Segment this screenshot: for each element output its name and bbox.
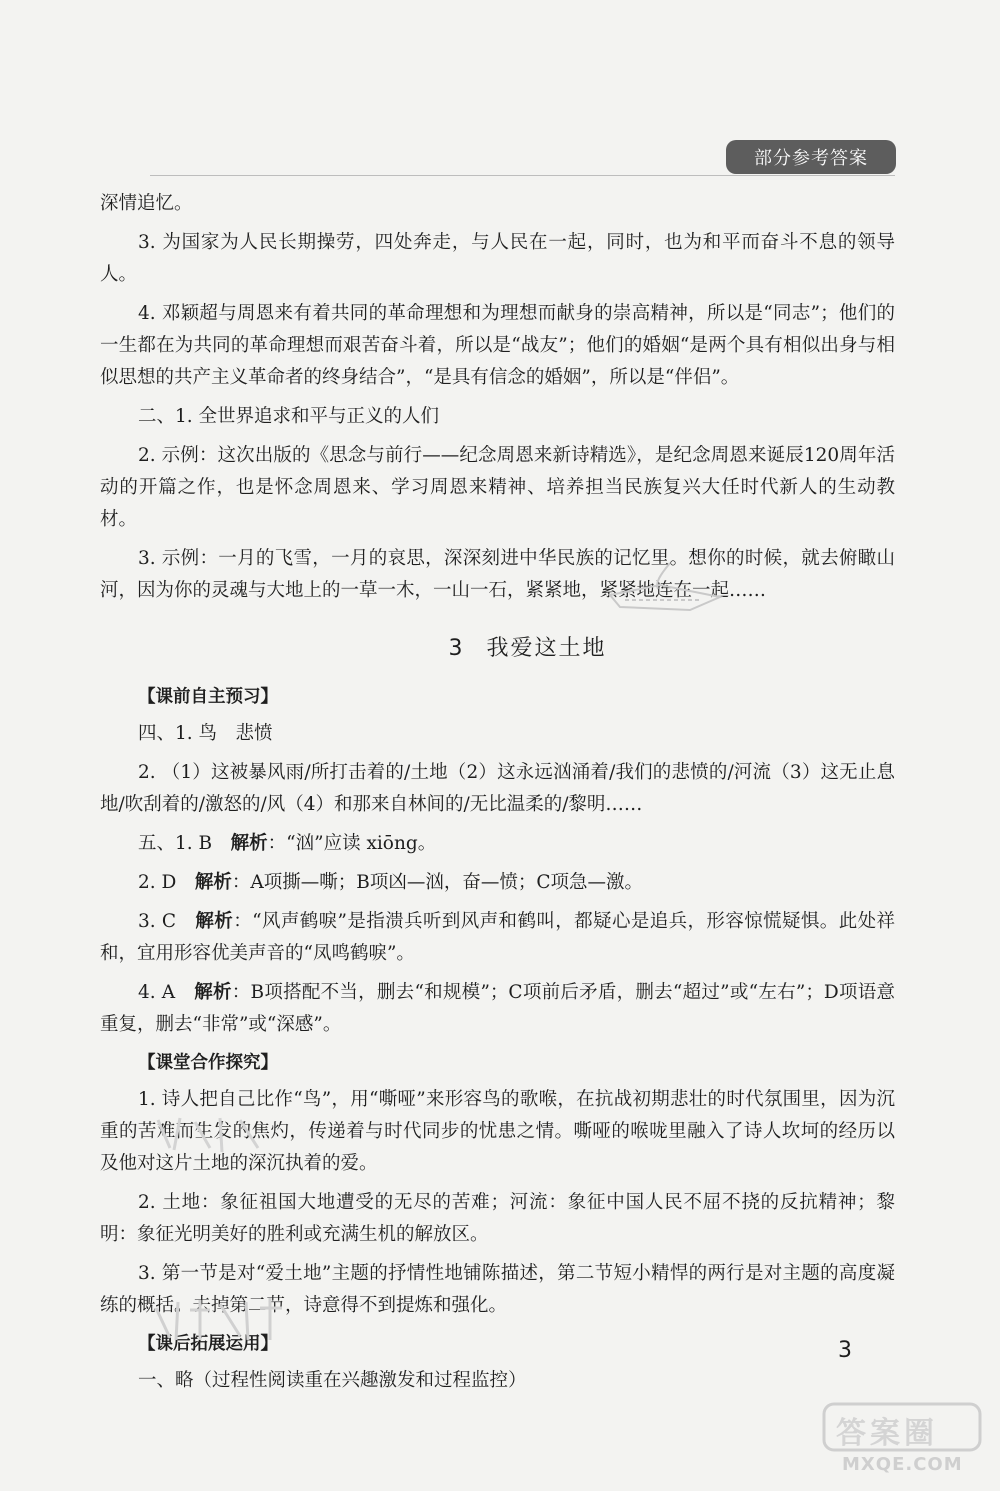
analysis-item: 3. C 解析：“风声鹤唳”是指溃兵听到风声和鹤叫，都疑心是追兵，形容惊慌疑惧。此处祥和，宜用形容优美声音的“凤鸣鹤唳”。: [100, 911, 895, 964]
section-title-text: 我爱这土地: [486, 636, 607, 661]
paragraph: 4. 邓颖超与周恩来有着共同的革命理想和为理想而献身的崇高精神，所以是“同志”；他们的一生都在为共同的革命理想而艰苦奋斗着，所以是“战友”；他们的婚姻“是两个具有相似出身与相似思想的共产主义革命者的终身结合”，“是具有信念的婚姻”，所以是“伴侣”。: [100, 303, 895, 388]
paragraph: 3. 示例：一月的飞雪，一月的哀思，深深刻进中华民族的记忆里。想你的时候，就去俯瞰山河，因为你的灵魂与大地上的一草一木，一山一石，紧紧地，紧紧地连在一起……: [100, 548, 895, 601]
analysis-item: 4. A 解析：B项搭配不当，删去“和规模”；C项前后矛盾，删去“超过”或“左右”；D项语意重复，删去“非常”或“深感”。: [100, 982, 895, 1035]
subheading-preview: 【课前自主预习】: [138, 687, 278, 707]
section-title: [100, 631, 895, 662]
watermark-logo-site: MXQE.COM: [842, 1454, 963, 1475]
paragraph: 3. 为国家为人民长期操劳，四处奔走，与人民在一起，同时，也为和平而奋斗不息的领导人。: [100, 232, 895, 285]
page-number: 3: [838, 1338, 852, 1363]
paragraph: 2. 土地：象征祖国大地遭受的无尽的苦难；河流：象征中国人民不屈不挠的反抗精神；黎明：象征光明美好的胜利或充满生机的解放区。: [100, 1192, 895, 1245]
paragraph: 一、略（过程性阅读重在兴趣激发和过程监控）: [138, 1370, 527, 1391]
subheading-after: 【课后拓展运用】: [138, 1334, 278, 1354]
watermark-stamp-icon: [600, 555, 740, 615]
paragraph: 2. （1）这被暴风雨/所打击着的/土地（2）这永远汹涌着/我们的悲愤的/河流（3）这无止息地/吹刮着的/激怒的/风（4）和那来自林间的/无比温柔的/黎明……: [100, 762, 895, 815]
paragraph: 深情追忆。: [100, 193, 193, 214]
paragraph: 3. 第一节是对“爱土地”主题的抒情性地铺陈描述，第二节短小精悍的两行是对主题的高度凝练的概括。去掉第二节，诗意得不到提炼和强化。: [100, 1263, 895, 1316]
watermark-logo: [820, 1400, 990, 1480]
analysis-item: 2. D 解析：A项撕—嘶；B项凶—汹，奋—愤；C项急—激。: [138, 872, 644, 893]
watermark-stamp-icon: [150, 1108, 270, 1158]
paragraph: 1. 诗人把自己比作“鸟”，用“嘶哑”来形容鸟的歌喉，在抗战初期悲壮的时代氛围里，因为沉重的苦难而生发的焦灼，传递着与时代同步的忧患之情。嘶哑的喉咙里融入了诗人坎坷的经历以及他对这片土地的深沉执着的爱。: [100, 1089, 895, 1174]
watermark-stamp-icon: [150, 1288, 290, 1348]
content: [100, 188, 895, 1404]
section-number: 3: [448, 636, 465, 661]
header-rule: [150, 175, 895, 176]
analysis-item: 五、1. B 解析：“汹”应读 xiōng。: [138, 833, 437, 854]
paragraph: 二、1. 全世界追求和平与正义的人们: [138, 406, 440, 427]
paragraph: 四、1. 鸟 悲愤: [138, 723, 273, 744]
watermark-logo-cn: 答案圈: [836, 1416, 938, 1451]
subheading-explore: 【课堂合作探究】: [138, 1053, 278, 1073]
paragraph: 2. 示例：这次出版的《思念与前行——纪念周恩来新诗精选》，是纪念周恩来诞辰120周年活动的开篇之作，也是怀念周恩来、学习周恩来精神、培养担当民族复兴大任时代新人的生动教材。: [100, 445, 895, 530]
section-badge: 部分参考答案: [726, 140, 896, 174]
